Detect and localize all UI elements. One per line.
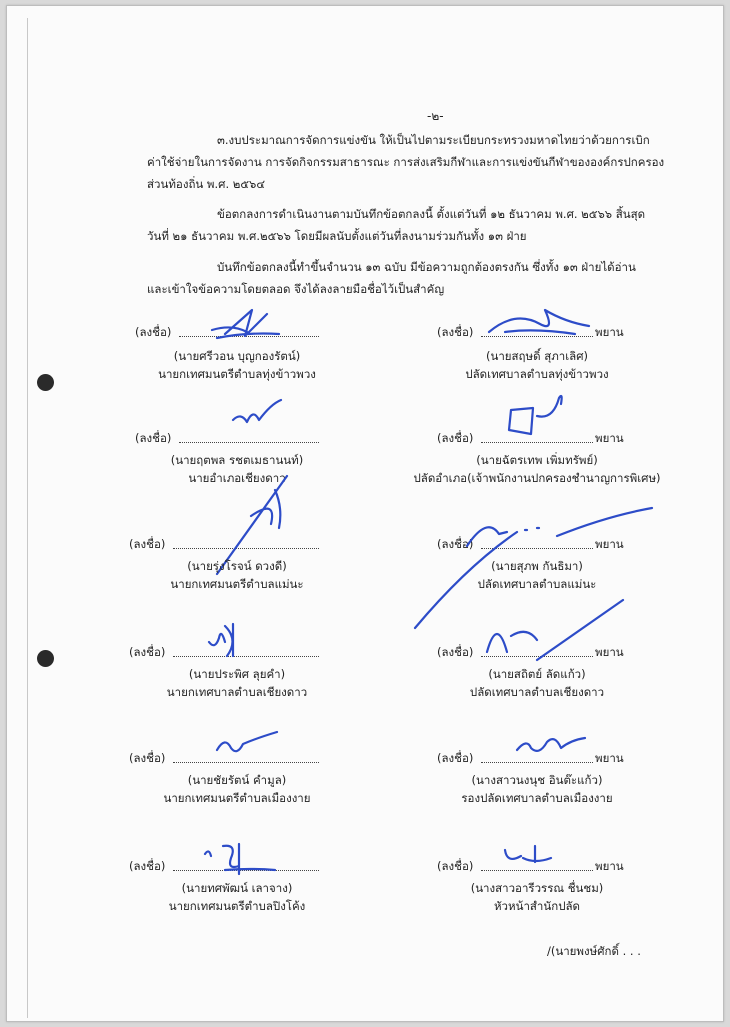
- signature-mark: [213, 730, 283, 760]
- signer-position: ปลัดอำเภอ(เจ้าพนักงานปกครองชำนาญการพิเศษ): [413, 471, 661, 485]
- paragraph-agreement-period: [147, 203, 657, 247]
- witness-label: พยาน: [595, 859, 624, 873]
- signature-mark: [501, 842, 561, 872]
- signer-name: (นางสาวอารีวรรณ ชื่นชม): [470, 881, 604, 895]
- document-page: [6, 5, 724, 1022]
- signer-name: (นายฉัตรเทพ เพิ่มทรัพย์): [476, 453, 598, 467]
- paragraph-copies: [147, 256, 657, 300]
- signer-position: นายกเทศมนตรีตำบลเมืองงาย: [163, 791, 311, 805]
- signer-position: ปลัดเทศบาลตำบลทุ่งข้าวพวง: [465, 367, 609, 381]
- sign-label: (ลงชื่อ): [129, 751, 166, 765]
- paragraph-budget: [147, 129, 665, 195]
- signer-position: หัวหน้าสำนักปลัด: [493, 899, 581, 913]
- signature-mark: [503, 390, 573, 440]
- paragraph-line: ส่วนท้องถิ่น พ.ศ. ๒๕๖๔: [147, 177, 266, 191]
- signer-position: นายกเทศบาลตำบลเชียงดาว: [166, 685, 308, 699]
- paragraph-line: บันทึกข้อตกลงนี้ทำขึ้นจำนวน ๑๓ ฉบับ มีข้อความถูกต้องตรงกัน ซึ่งทั้ง ๑๓ ฝ่ายได้อ่าน: [217, 260, 636, 274]
- signer-name: (นายฤตพล รชตเมธานนท์): [170, 453, 304, 467]
- signer-name: (นายชัยรัตน์ คำมูล): [187, 773, 287, 787]
- witness-label: พยาน: [595, 645, 624, 659]
- signature-mark: [485, 302, 595, 342]
- signature-mark: [229, 398, 289, 438]
- witness-label: พยาน: [595, 537, 624, 551]
- sign-label: (ลงชื่อ): [437, 645, 474, 659]
- signer-name: (นายสถิตย์ ลัดแก้ว): [488, 667, 586, 681]
- paragraph-line: ค่าใช้จ่ายในการจัดงาน การจัดกิจกรรมสาธารณะ การส่งเสริมกีฬาและการแข่งขันกีฬาขององค์กรปกครอง: [147, 155, 665, 169]
- punch-hole: [37, 374, 54, 391]
- witness-label: พยาน: [595, 431, 624, 445]
- sign-label: (ลงชื่อ): [129, 645, 166, 659]
- signature-line: [173, 656, 319, 657]
- paragraph-line: วันที่ ๒๑ ธันวาคม พ.ศ.๒๕๖๖ โดยมีผลนับตั้งแต่วันที่ลงนามร่วมกันทั้ง ๑๓ ฝ่าย: [147, 229, 527, 243]
- paragraph-line: ๓.งบประมาณการจัดการแข่งขัน ให้เป็นไปตามระเบียบกระทรวงมหาดไทยว่าด้วยการเบิก: [217, 133, 650, 147]
- signer-position: รองปลัดเทศบาลตำบลเมืองงาย: [461, 791, 613, 805]
- signature-line: [173, 762, 319, 763]
- signature-mark: [201, 840, 281, 876]
- signer-name: (นายรุ่งโรจน์ ดวงดี): [187, 559, 287, 573]
- signer-position: นายอำเภอเชียงดาว: [188, 471, 286, 485]
- sign-label: (ลงชื่อ): [437, 325, 474, 339]
- sign-label: (ลงชื่อ): [129, 859, 166, 873]
- signer-name: (นายทศพัฒน์ เลาจาง): [181, 881, 293, 895]
- page-number: -๒-: [427, 109, 444, 123]
- continuation-footer: /(นายพงษ์ศักดิ์ . . .: [547, 944, 641, 958]
- paragraph-line: และเข้าใจข้อความโดยตลอด จึงได้ลงลายมือชื่อไว้เป็นสำคัญ: [147, 282, 445, 296]
- sign-label: (ลงชื่อ): [135, 325, 172, 339]
- sign-label: (ลงชื่อ): [437, 859, 474, 873]
- sign-label: (ลงชื่อ): [437, 751, 474, 765]
- witness-label: พยาน: [595, 325, 624, 339]
- sign-label: (ลงชื่อ): [129, 537, 166, 551]
- signer-position: ปลัดเทศบาลตำบลแม่นะ: [477, 577, 597, 591]
- signer-name: (นางสาวนงนุช อินต๊ะแก้ว): [471, 773, 603, 787]
- signature-line: [481, 442, 593, 443]
- signer-position: นายกเทศมนตรีตำบลปิงโค้ง: [168, 899, 306, 913]
- sign-label: (ลงชื่อ): [135, 431, 172, 445]
- signature-mark: [477, 596, 627, 666]
- paragraph-line: ข้อตกลงการดำเนินงานตามบันทึกข้อตกลงนี้ ตั้งแต่วันที่ ๑๒ ธันวาคม พ.ศ. ๒๕๖๖ สิ้นสุด: [217, 207, 646, 221]
- signer-position: ปลัดเทศบาลตำบลเชียงดาว: [469, 685, 605, 699]
- signer-position: นายกเทศมนตรีตำบลแม่นะ: [170, 577, 304, 591]
- page-edge-line: [27, 18, 28, 1018]
- signature-mark: [207, 304, 287, 344]
- signer-position: นายกเทศมนตรีตำบลทุ่งข้าวพวง: [158, 367, 316, 381]
- signature-line: [179, 442, 319, 443]
- punch-hole: [37, 650, 54, 667]
- signature-mark: [513, 730, 593, 760]
- signer-name: (นายสฤษดิ์ สุภาเลิศ): [485, 349, 589, 363]
- signature-line: [481, 762, 593, 763]
- signer-name: (นายสุภพ กันธิมา): [491, 559, 583, 573]
- signature-mark: [205, 620, 245, 660]
- sign-label: (ลงชื่อ): [437, 431, 474, 445]
- sign-label: (ลงชื่อ): [437, 537, 474, 551]
- signer-name: (นายศรีวอน บุญกองรัตน์): [173, 349, 301, 363]
- witness-label: พยาน: [595, 751, 624, 765]
- signer-name: (นายประพิศ ลุยคำ): [188, 667, 286, 681]
